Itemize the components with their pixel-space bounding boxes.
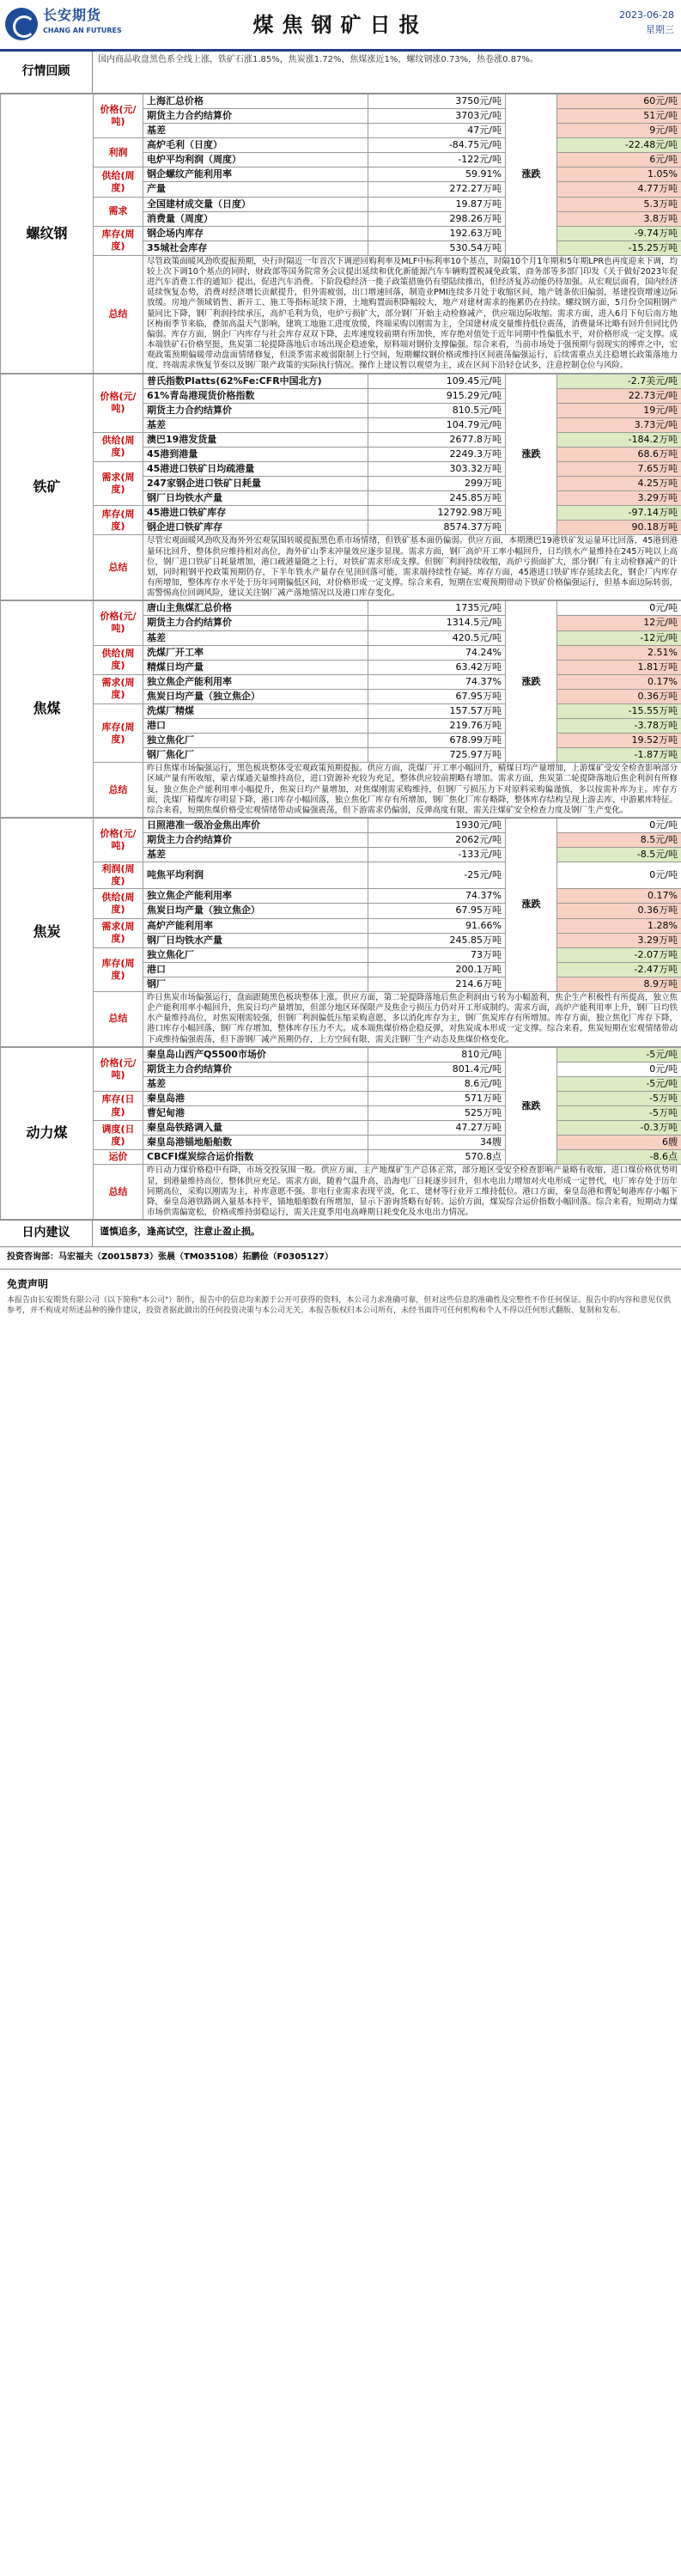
indicator-value: 74.37% xyxy=(368,674,506,689)
summary-text: 昨日焦炭市场偏强运行，盘面跟随黑色板块整体上涨。供应方面，第二轮提降落地后焦企利润由亏转为小幅盈利，焦企生产积极性有所提高，独立焦企产能利用率小幅回升，焦炭日均产量增加，但部分地区环保限产及焦企亏损压力仍对开工形成制约。需求方面，高炉产能利用率上升，钢厂日均铁水产量维持高位，对焦炭刚需较强，但钢厂利润偏低压缩采购意愿，多以消化库存为主，钢厂焦炭库存有所增加。库存方面，独立焦化厂库存下降，港口库存小幅回落，钢厂库存增加，整体库存压力不大。成本端焦煤价格企稳反弹，对焦炭成本形成一定支撑。综合来看，焦炭短期在宏观情绪带动下或维持偏强震荡，但下游钢厂减产预期仍存，上方空间有限，需关注钢厂生产动态及焦煤价格变化。 xyxy=(143,991,681,1046)
indicator-name: 45港到港量 xyxy=(143,447,368,461)
indicator-name: 钢厂 xyxy=(143,977,368,991)
indicator-change: 19元/吨 xyxy=(557,403,681,417)
intraday-advice-text: 谨慎追多，逢高试空，注意止盈止损。 xyxy=(100,1226,260,1238)
indicator-value: 801.4元/吨 xyxy=(368,1062,506,1076)
indicator-value: 74.24% xyxy=(368,645,506,660)
indicator-name: 焦炭日均产量（独立焦企） xyxy=(143,904,368,918)
indicator-change: -184.2万吨 xyxy=(557,432,681,447)
table-row xyxy=(1,1047,681,1062)
indicator-value: 214.6万吨 xyxy=(368,977,506,991)
indicator-name: 秦皇岛山西产Q5500市场价 xyxy=(143,1047,368,1062)
indicator-change: 3.29万吨 xyxy=(557,491,681,506)
indicator-value: 63.42万吨 xyxy=(368,660,506,674)
indicator-value: 59.91% xyxy=(368,167,506,182)
change-column-label: 涨跌 xyxy=(506,374,557,535)
indicator-change: -2.07万吨 xyxy=(557,947,681,962)
table-row xyxy=(1,819,681,833)
logo-company-name-en: CHANG AN FUTURES xyxy=(43,27,122,34)
indicator-name: 独立焦化厂 xyxy=(143,947,368,962)
indicator-value: 219.76万吨 xyxy=(368,719,506,734)
table-row xyxy=(1,889,681,904)
section-name: 焦炭 xyxy=(1,819,94,1047)
indicator-value: 67.95万吨 xyxy=(368,904,506,918)
indicator-name: 电炉平均利润（周度） xyxy=(143,153,368,167)
section-name: 动力煤 xyxy=(1,1047,94,1219)
indicator-change: 68.6万吨 xyxy=(557,447,681,461)
indicator-change: 0.17% xyxy=(557,889,681,904)
indicator-name: 秦皇岛港锚地船舶数 xyxy=(143,1136,368,1150)
summary-text: 昨日焦煤市场偏强运行，黑色板块整体受宏观政策预期提振。供应方面，洗煤厂开工率小幅回升，精煤日均产量增加，上游煤矿受安全检查影响部分区域产量有所收缩，蒙古煤通关量维持高位，进口资源补充较为充足，整体供应较前期略有增加。需求方面，焦炭第二轮提降落地后焦企利润有所修复，独立焦企产能利用率小幅提升，焦炭日均产量增加，对焦煤刚需采购维持，但钢厂亏损压力下对原料采购偏谨慎，多以按需补库为主。库存方面，洗煤厂精煤库存明显下降，港口库存小幅回落，独立焦化厂库存有所增加，钢厂焦化厂库存略降，整体库存结构呈现上游去库、中游累库特征。综合来看，短期焦煤价格受宏观情绪带动或偏强震荡，但下游需求仍偏弱，反弹高度有限，需关注煤矿安全检查力度及钢厂生产变化。 xyxy=(143,763,681,818)
section-coke xyxy=(0,600,681,818)
indicator-name: 焦炭日均产量（独立焦企） xyxy=(143,689,368,703)
advisors-line: 投资咨询部：马宏福夫（Z0015873）张晨（TM035108）拓鹏俭（F0305127） xyxy=(0,1247,681,1270)
indicator-name: 日照港准一级冶金焦出库价 xyxy=(143,819,368,833)
indicator-change: 2.51% xyxy=(557,645,681,660)
indicator-change: -8.6点 xyxy=(557,1150,681,1165)
indicator-name: 期货主力合约结算价 xyxy=(143,833,368,848)
table-row xyxy=(1,506,681,521)
summary-row xyxy=(1,991,681,1046)
indicator-change: 0元/吨 xyxy=(557,601,681,616)
indicator-change: 0元/吨 xyxy=(557,819,681,833)
report-weekday: 星期三 xyxy=(646,23,674,35)
table-row xyxy=(1,462,681,477)
indicator-name: 基差 xyxy=(143,417,368,432)
indicator-change: 5.3万吨 xyxy=(557,197,681,211)
indicator-name: 精煤日均产量 xyxy=(143,660,368,674)
indicator-name: 港口 xyxy=(143,719,368,734)
report-header xyxy=(0,0,681,52)
indicator-change: -5万吨 xyxy=(557,1091,681,1105)
indicator-change: 1.05% xyxy=(557,167,681,182)
indicator-change: 19.52万吨 xyxy=(557,734,681,748)
indicator-value: 299万吨 xyxy=(368,477,506,491)
indicator-value: 303.32万吨 xyxy=(368,462,506,477)
indicator-change: -5元/吨 xyxy=(557,1076,681,1091)
table-row xyxy=(1,674,681,689)
indicator-name: 产量 xyxy=(143,182,368,197)
indicator-change: -5元/吨 xyxy=(557,1047,681,1062)
market-review xyxy=(0,52,681,94)
disclaimer-title: 免责声明 xyxy=(7,1277,49,1290)
intraday-advice xyxy=(0,1220,681,1247)
section-name: 焦煤 xyxy=(1,601,94,818)
indicator-value: 104.79元/吨 xyxy=(368,417,506,432)
indicator-change: -12元/吨 xyxy=(557,630,681,645)
category-label: 价格(元/吨) xyxy=(94,374,143,432)
change-column-label: 涨跌 xyxy=(506,601,557,763)
indicator-value: 74.37% xyxy=(368,889,506,904)
table-row xyxy=(1,226,681,241)
category-label: 价格(元/吨) xyxy=(94,601,143,645)
section-cokeco xyxy=(0,818,681,1047)
indicator-change: 51元/吨 xyxy=(557,109,681,124)
indicator-value: 245.85万吨 xyxy=(368,933,506,947)
category-label: 价格(元/吨) xyxy=(94,1047,143,1091)
indicator-change: -97.14万吨 xyxy=(557,506,681,521)
indicator-change: -3.78万吨 xyxy=(557,719,681,734)
indicator-value: 91.66% xyxy=(368,918,506,933)
indicator-change: -2.7美元/吨 xyxy=(557,374,681,388)
market-review-label: 行情回顾 xyxy=(0,52,93,93)
indicator-name: 期货主力合约结算价 xyxy=(143,616,368,630)
summary-label: 总结 xyxy=(94,991,143,1046)
summary-label: 总结 xyxy=(94,763,143,818)
indicator-value: 3703元/吨 xyxy=(368,109,506,124)
indicator-value: 570.8点 xyxy=(368,1150,506,1165)
indicator-change: 0.36万吨 xyxy=(557,904,681,918)
category-label: 需求(周度) xyxy=(94,462,143,506)
table-row xyxy=(1,432,681,447)
summary-row xyxy=(1,763,681,818)
summary-row xyxy=(1,255,681,373)
category-label: 库存(周度) xyxy=(94,226,143,255)
indicator-name: 钢厂日均铁水产量 xyxy=(143,933,368,947)
indicator-name: 45港进口铁矿库存 xyxy=(143,506,368,521)
indicator-change: -22.48元/吨 xyxy=(557,138,681,153)
summary-label: 总结 xyxy=(94,535,143,600)
indicator-change: 0元/吨 xyxy=(557,862,681,889)
indicator-change: -0.3万吨 xyxy=(557,1121,681,1136)
indicator-value: 1735元/吨 xyxy=(368,601,506,616)
category-label: 调度(日度) xyxy=(94,1121,143,1150)
indicator-change: 9元/吨 xyxy=(557,124,681,138)
report-title: 煤焦钢矿日报 xyxy=(252,13,429,37)
indicator-change: 22.73元/吨 xyxy=(557,388,681,403)
indicator-name: 秦皇岛铁路调入量 xyxy=(143,1121,368,1136)
section-name: 铁矿 xyxy=(1,374,94,600)
indicator-name: 钢企场内库存 xyxy=(143,226,368,241)
indicator-name: 上海汇总价格 xyxy=(143,94,368,109)
category-label: 需求(周度) xyxy=(94,674,143,703)
indicator-value: 2062元/吨 xyxy=(368,833,506,848)
indicator-change: 0元/吨 xyxy=(557,1062,681,1076)
category-label: 利润 xyxy=(94,138,143,167)
table-row xyxy=(1,374,681,388)
category-label: 库存(周度) xyxy=(94,703,143,762)
summary-text: 尽管政策面暖风劲吹提振预期，央行时隔近一年首次下调逆回购利率及MLF中标利率10个基点，时隔10个月1年期和5年期LPR也再度迎来下调，均较上次下调10个基点的同时，财政部等国务院常务会议提出延续和优化新能源汽车车辆购置税减免政策，商务部等多部门印发《关于做好2023年促进汽车消费工作的通知》提出，促进汽车消费。下阶段稳经济一揽子政策措施仍有望陆续推出，但经济复苏动能仍待加强。从宏观层面看，国内经济延续恢复态势，消费对经济增长贡献提升，但外需疲弱，出口增速回落，制造业PMI连续多月处于收缩区间，地产链条依旧偏弱，基建投资增速边际放缓。房地产领域销售、新开工、施工等指标延续下滑，土地购置面积降幅较大，地产对建材需求的拖累仍在持续。螺纹钢方面，5月份全国粗钢产量同比下降，钢厂利润持续承压，高炉毛利为负，电炉亏损扩大，部分钢厂开始主动检修减产，供应端边际收缩。需求方面，进入6月下旬后南方地区梅雨季节来临，叠加高温天气影响，建筑工地施工进度放缓，终端采购以刚需为主，全国建材成交量维持低位震荡，消费量环比略有回升但同比仍偏弱。库存方面，钢企厂内库存与社会库存双双下降，去库速度较前期有所加快，库存绝对值处于近年同期中性偏低水平，对价格形成一定支撑。成本端铁矿石价格坚挺，焦炭第二轮提降落地后市场出现企稳迹象，原料端对钢价支撑偏强。综合来看，当前市场处于强预期与弱现实的博弈之中，宏观政策预期偏暖带动盘面情绪修复，但淡季需求疲弱限制上行空间，短期螺纹钢价格或维持区间震荡偏强运行，后续需重点关注稳增长政策落地力度、终端需求恢复节奏以及钢厂限产政策的实际执行情况。操作上建议暂以观望为主，或在区间下沿轻仓试多，注意控制仓位与风险。 xyxy=(143,255,681,373)
indicator-value: 47.27万吨 xyxy=(368,1121,506,1136)
indicator-value: 73万吨 xyxy=(368,947,506,962)
logo-company-name: 长安期货 xyxy=(43,7,102,23)
indicator-value: 525万吨 xyxy=(368,1106,506,1121)
indicator-name: 247家钢企进口铁矿日耗量 xyxy=(143,477,368,491)
indicator-change: 0.17% xyxy=(557,674,681,689)
category-label: 供给(周度) xyxy=(94,432,143,461)
indicator-change: 1.28% xyxy=(557,918,681,933)
indicator-name: 钢厂焦化厂 xyxy=(143,748,368,763)
category-label: 需求(周度) xyxy=(94,918,143,947)
indicator-value: 200.1万吨 xyxy=(368,962,506,977)
table-row xyxy=(1,138,681,153)
section-iron xyxy=(0,374,681,601)
category-label: 供给(周度) xyxy=(94,167,143,197)
indicator-name: 全国建材成交量（日度） xyxy=(143,197,368,211)
indicator-value: 19.87万吨 xyxy=(368,197,506,211)
indicator-value: 34艘 xyxy=(368,1136,506,1150)
category-label: 运价 xyxy=(94,1150,143,1165)
indicator-value: 8574.37万吨 xyxy=(368,521,506,535)
indicator-change: 8.5元/吨 xyxy=(557,833,681,848)
indicator-value: 2249.3万吨 xyxy=(368,447,506,461)
indicator-change: 0.36万吨 xyxy=(557,689,681,703)
indicator-value: 1314.5元/吨 xyxy=(368,616,506,630)
indicator-value: 3750元/吨 xyxy=(368,94,506,109)
indicator-change: -1.87万吨 xyxy=(557,748,681,763)
table-row xyxy=(1,1150,681,1165)
summary-row xyxy=(1,1165,681,1220)
summary-label: 总结 xyxy=(94,255,143,373)
summary-row xyxy=(1,535,681,600)
category-label: 价格(元/吨) xyxy=(94,94,143,138)
indicator-name: 期货主力合约结算价 xyxy=(143,109,368,124)
indicator-name: 高炉毛利（日度） xyxy=(143,138,368,153)
change-column-label: 涨跌 xyxy=(506,1047,557,1165)
table-row xyxy=(1,197,681,211)
table-row xyxy=(1,1091,681,1105)
indicator-change: 6艘 xyxy=(557,1136,681,1150)
market-review-text: 国内商品收盘黑色系全线上涨，铁矿石涨1.85%，焦炭涨1.72%，焦煤涨近1%，螺纹钢涨0.73%，热卷涨0.87%。 xyxy=(98,55,538,64)
category-label: 需求 xyxy=(94,197,143,226)
indicator-name: 基差 xyxy=(143,848,368,862)
category-label: 供给(周度) xyxy=(94,645,143,674)
section-rebar xyxy=(0,94,681,374)
indicator-name: 曹妃甸港 xyxy=(143,1106,368,1121)
indicator-value: 67.95万吨 xyxy=(368,689,506,703)
table-row xyxy=(1,645,681,660)
indicator-name: 期货主力合约结算价 xyxy=(143,1062,368,1076)
indicator-change: 12元/吨 xyxy=(557,616,681,630)
summary-label: 总结 xyxy=(94,1165,143,1220)
indicator-value: 810元/吨 xyxy=(368,1047,506,1062)
indicator-value: 272.27万吨 xyxy=(368,182,506,197)
disclaimer-text: 本报告由长安期货有限公司（以下简称"本公司"）制作，报告中的信息均来源于公开可获得的资料，本公司力求准确可靠，但对这些信息的准确性及完整性不作任何保证。报告中的内容和意见仅供参考，并不构成对所述品种的操作建议，投资者据此做出的任何投资决策与本公司无关。本报告版权归本公司所有，未经书面许可任何机构和个人不得以任何形式翻版、复制和发布。 xyxy=(7,1296,672,1315)
indicator-change: 3.8万吨 xyxy=(557,211,681,226)
indicator-name: 35城社会库存 xyxy=(143,241,368,255)
indicator-change: -9.74万吨 xyxy=(557,226,681,241)
indicator-change: 4.25万吨 xyxy=(557,477,681,491)
indicator-change: -5万吨 xyxy=(557,1106,681,1121)
indicator-value: 810.5元/吨 xyxy=(368,403,506,417)
indicator-change: 3.29万吨 xyxy=(557,933,681,947)
indicator-value: 571万吨 xyxy=(368,1091,506,1105)
indicator-value: -84.75元/吨 xyxy=(368,138,506,153)
indicator-value: -25元/吨 xyxy=(368,862,506,889)
change-column-label: 涨跌 xyxy=(506,819,557,992)
indicator-value: 245.85万吨 xyxy=(368,491,506,506)
category-label: 供给(周度) xyxy=(94,889,143,918)
indicator-name: 基差 xyxy=(143,630,368,645)
indicator-name: 钢企螺纹产能利用率 xyxy=(143,167,368,182)
indicator-name: CBCFI煤炭综合运价指数 xyxy=(143,1150,368,1165)
indicator-name: 45港进口铁矿日均疏港量 xyxy=(143,462,368,477)
indicator-change: -15.55万吨 xyxy=(557,703,681,718)
table-row xyxy=(1,1121,681,1136)
indicator-change: -15.25万吨 xyxy=(557,241,681,255)
indicator-name: 港口 xyxy=(143,962,368,977)
section-name: 螺纹钢 xyxy=(1,94,94,374)
indicator-value: 915.29元/吨 xyxy=(368,388,506,403)
indicator-value: 157.57万吨 xyxy=(368,703,506,718)
table-row xyxy=(1,703,681,718)
indicator-value: 2677.8万吨 xyxy=(368,432,506,447)
change-column-label: 涨跌 xyxy=(506,94,557,256)
table-row xyxy=(1,167,681,182)
intraday-advice-label: 日内建议 xyxy=(0,1221,93,1246)
indicator-name: 独立焦企产能利用率 xyxy=(143,889,368,904)
indicator-value: 1930元/吨 xyxy=(368,819,506,833)
indicator-name: 普氏指数Platts(62%Fe:CFR中国北方) xyxy=(143,374,368,388)
indicator-name: 61%青岛港现货价格指数 xyxy=(143,388,368,403)
indicator-change: 4.77万吨 xyxy=(557,182,681,197)
indicator-name: 唐山主焦煤汇总价格 xyxy=(143,601,368,616)
indicator-name: 高炉产能利用率 xyxy=(143,918,368,933)
indicator-value: 8.6元/吨 xyxy=(368,1076,506,1091)
section-thermal xyxy=(0,1047,681,1220)
indicator-name: 秦皇岛港 xyxy=(143,1091,368,1105)
commodity-sections xyxy=(0,94,681,1220)
indicator-name: 基差 xyxy=(143,1076,368,1091)
table-row xyxy=(1,918,681,933)
indicator-name: 吨焦平均利润 xyxy=(143,862,368,889)
indicator-change: 1.81万吨 xyxy=(557,660,681,674)
indicator-value: 47元/吨 xyxy=(368,124,506,138)
indicator-value: 420.5元/吨 xyxy=(368,630,506,645)
report-date-box xyxy=(619,9,674,37)
indicator-value: 192.63万吨 xyxy=(368,226,506,241)
indicator-change: 7.65万吨 xyxy=(557,462,681,477)
indicator-change: 90.18万吨 xyxy=(557,521,681,535)
indicator-name: 独立焦化厂 xyxy=(143,734,368,748)
indicator-value: -122元/吨 xyxy=(368,153,506,167)
indicator-name: 澳巴19港发货量 xyxy=(143,432,368,447)
table-row xyxy=(1,862,681,889)
category-label: 库存(周度) xyxy=(94,506,143,535)
indicator-name: 消费量（周度） xyxy=(143,211,368,226)
category-label: 库存(周度) xyxy=(94,947,143,991)
indicator-change: 60元/吨 xyxy=(557,94,681,109)
indicator-value: 725.97万吨 xyxy=(368,748,506,763)
table-row xyxy=(1,94,681,109)
table-row xyxy=(1,947,681,962)
indicator-change: 8.9万吨 xyxy=(557,977,681,991)
indicator-value: 678.99万吨 xyxy=(368,734,506,748)
category-label: 价格(元/吨) xyxy=(94,819,143,862)
summary-text: 昨日动力煤价格稳中有降，市场交投氛围一般。供应方面，主产地煤矿生产总体正常，部分地区受安全检查影响产量略有收缩，进口煤价格优势明显，到港量维持高位，整体供应充足。需求方面，随着气温升高，沿海电厂日耗逐步回升，但水电出力增加对火电形成一定替代，电厂库存处于历年同期高位，采购以刚需为主，补库意愿不强。非电行业需求表现平淡，化工、建材等行业开工维持低位。港口方面，秦皇岛港和曹妃甸港库存小幅下降，秦皇岛港铁路调入量基本持平，锚地船舶数有所增加，显示下游询货略有好转。运价方面，煤炭综合运价指数小幅回落。综合来看，短期动力煤市场供需偏宽松，价格或维持弱稳运行，需关注夏季用电高峰期日耗变化及水电出力情况。 xyxy=(143,1165,681,1220)
indicator-name: 基差 xyxy=(143,124,368,138)
indicator-name: 钢企进口铁矿库存 xyxy=(143,521,368,535)
indicator-name: 钢厂日均铁水产量 xyxy=(143,491,368,506)
category-label: 利润(周度) xyxy=(94,862,143,889)
indicator-value: -133元/吨 xyxy=(368,848,506,862)
report-date: 2023-06-28 xyxy=(619,9,674,21)
indicator-change: -8.5元/吨 xyxy=(557,848,681,862)
indicator-change: 3.73元/吨 xyxy=(557,417,681,432)
indicator-value: 298.26万吨 xyxy=(368,211,506,226)
indicator-name: 洗煤厂精煤 xyxy=(143,703,368,718)
indicator-name: 期货主力合约结算价 xyxy=(143,403,368,417)
indicator-value: 530.54万吨 xyxy=(368,241,506,255)
indicator-name: 洗煤厂开工率 xyxy=(143,645,368,660)
indicator-value: 12792.98万吨 xyxy=(368,506,506,521)
indicator-change: 6元/吨 xyxy=(557,153,681,167)
summary-text: 尽管宏观面暖风劲吹及海外外宏观氛围转暖提振黑色系市场情绪，但铁矿基本面仍偏弱。供应方面，本期澳巴19港铁矿发运量环比回落，45港到港量环比回升，整体供应维持相对高位，海外矿山季末冲量效应逐步显现。需求方面，钢厂高炉开工率小幅回升，日均铁水产量维持在245万吨以上高位，钢厂进口铁矿日耗量增加，港口疏港量随之上行，对铁矿需求形成支撑。但钢厂利润持续收缩，高炉亏损面扩大，部分钢厂有主动检修减产的计划，同时粗钢平控政策预期仍存，下半年铁水产量存在见顶回落可能，需求端持续性存疑。库存方面，45港进口铁矿库存延续去化，钢企厂内库存有所增加，整体库存水平处于历年同期偏低区间，对价格形成一定支撑。综合来看，短期在宏观预期带动下铁矿价格偏强运行，但基本面边际转弱，需警惕高位回调风险，建议关注钢厂减产落地情况以及港口库存变化。 xyxy=(143,535,681,600)
indicator-value: 109.45元/吨 xyxy=(368,374,506,388)
indicator-change: -2.47万吨 xyxy=(557,962,681,977)
indicator-name: 独立焦企产能利用率 xyxy=(143,674,368,689)
table-row xyxy=(1,601,681,616)
category-label: 库存(日度) xyxy=(94,1091,143,1120)
